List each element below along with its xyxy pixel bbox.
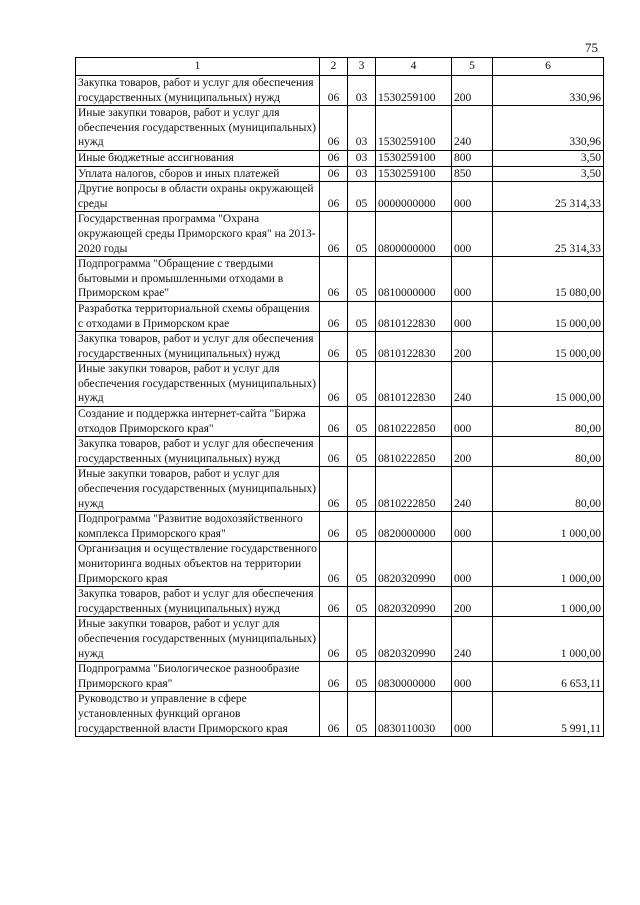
item-name-cell: Подпрограмма "Биологическое разнообразие Приморского края"	[76, 662, 320, 692]
amount-cell: 80,00	[493, 437, 604, 467]
item-name-cell: Уплата налогов, сборов и иных платежей	[76, 166, 320, 182]
table-row	[76, 437, 604, 467]
section-code-cell: 06	[320, 662, 348, 692]
column-header: 6	[493, 58, 604, 76]
item-name-cell: Другие вопросы в области охраны окружающей среды	[76, 182, 320, 212]
target-article-cell: 0810222850	[376, 407, 452, 437]
expense-type-cell: 000	[452, 512, 493, 542]
amount-cell: 3,50	[493, 166, 604, 182]
target-article-cell: 0820320990	[376, 587, 452, 617]
table-row	[76, 362, 604, 407]
table-row	[76, 617, 604, 662]
expense-type-cell: 200	[452, 587, 493, 617]
expense-type-cell: 000	[452, 301, 493, 331]
amount-cell: 3,50	[493, 150, 604, 166]
subsection-code-cell: 05	[348, 182, 376, 212]
column-header: 4	[376, 58, 452, 76]
table-row	[76, 407, 604, 437]
target-article-cell: 0810222850	[376, 467, 452, 512]
subsection-code-cell: 03	[348, 166, 376, 182]
expense-type-cell: 240	[452, 617, 493, 662]
amount-cell: 6 653,11	[493, 662, 604, 692]
target-article-cell: 0830000000	[376, 662, 452, 692]
amount-cell: 15 080,00	[493, 257, 604, 302]
amount-cell: 15 000,00	[493, 332, 604, 362]
table-row	[76, 301, 604, 331]
item-name-cell: Государственная программа "Охрана окружающей среды Приморского края" на 2013-2020 годы	[76, 212, 320, 257]
item-name-cell: Руководство и управление в сфере установленных функций органов государственной власти Приморского края	[76, 692, 320, 737]
item-name-cell: Закупка товаров, работ и услуг для обеспечения государственных (муниципальных) нужд	[76, 76, 320, 106]
target-article-cell: 1530259100	[376, 106, 452, 151]
expense-type-cell: 800	[452, 150, 493, 166]
table-row	[76, 257, 604, 302]
amount-cell: 1 000,00	[493, 587, 604, 617]
table-row	[76, 512, 604, 542]
amount-cell: 330,96	[493, 76, 604, 106]
subsection-code-cell: 03	[348, 150, 376, 166]
table-body	[76, 76, 604, 737]
table-row	[76, 542, 604, 587]
subsection-code-cell: 05	[348, 362, 376, 407]
section-code-cell: 06	[320, 587, 348, 617]
column-header: 5	[452, 58, 493, 76]
expense-type-cell: 200	[452, 332, 493, 362]
amount-cell: 1 000,00	[493, 542, 604, 587]
subsection-code-cell: 05	[348, 212, 376, 257]
table-row	[76, 332, 604, 362]
section-code-cell: 06	[320, 212, 348, 257]
target-article-cell: 1530259100	[376, 166, 452, 182]
expense-type-cell: 200	[452, 76, 493, 106]
column-header: 3	[348, 58, 376, 76]
expense-type-cell: 240	[452, 467, 493, 512]
amount-cell: 1 000,00	[493, 617, 604, 662]
table-row	[76, 212, 604, 257]
expense-type-cell: 240	[452, 362, 493, 407]
section-code-cell: 06	[320, 467, 348, 512]
target-article-cell: 0810122830	[376, 362, 452, 407]
subsection-code-cell: 05	[348, 407, 376, 437]
amount-cell: 80,00	[493, 467, 604, 512]
item-name-cell: Создание и поддержка интернет-сайта "Биржа отходов Приморского края"	[76, 407, 320, 437]
item-name-cell: Иные закупки товаров, работ и услуг для обеспечения государственных (муниципальных) нужд	[76, 106, 320, 151]
item-name-cell: Закупка товаров, работ и услуг для обеспечения государственных (муниципальных) нужд	[76, 437, 320, 467]
item-name-cell: Организация и осуществление государственного мониторинга водных объектов на территории Приморского края	[76, 542, 320, 587]
target-article-cell: 0810122830	[376, 332, 452, 362]
subsection-code-cell: 05	[348, 437, 376, 467]
item-name-cell: Закупка товаров, работ и услуг для обеспечения государственных (муниципальных) нужд	[76, 332, 320, 362]
expense-type-cell: 000	[452, 662, 493, 692]
table-header-row	[76, 58, 604, 76]
table-row	[76, 662, 604, 692]
amount-cell: 15 000,00	[493, 362, 604, 407]
table-row	[76, 587, 604, 617]
expense-type-cell: 000	[452, 407, 493, 437]
section-code-cell: 06	[320, 332, 348, 362]
item-name-cell: Иные бюджетные ассигнования	[76, 150, 320, 166]
section-code-cell: 06	[320, 407, 348, 437]
table-row	[76, 106, 604, 151]
amount-cell: 1 000,00	[493, 512, 604, 542]
subsection-code-cell: 05	[348, 257, 376, 302]
target-article-cell: 1530259100	[376, 150, 452, 166]
section-code-cell: 06	[320, 182, 348, 212]
target-article-cell: 1530259100	[376, 76, 452, 106]
item-name-cell: Закупка товаров, работ и услуг для обеспечения государственных (муниципальных) нужд	[76, 587, 320, 617]
column-header: 1	[76, 58, 320, 76]
section-code-cell: 06	[320, 106, 348, 151]
table-row	[76, 182, 604, 212]
expense-type-cell: 000	[452, 257, 493, 302]
section-code-cell: 06	[320, 150, 348, 166]
section-code-cell: 06	[320, 542, 348, 587]
section-code-cell: 06	[320, 257, 348, 302]
table-row	[76, 150, 604, 166]
expense-type-cell: 240	[452, 106, 493, 151]
item-name-cell: Иные закупки товаров, работ и услуг для обеспечения государственных (муниципальных) нужд	[76, 467, 320, 512]
target-article-cell: 0810122830	[376, 301, 452, 331]
column-header: 2	[320, 58, 348, 76]
item-name-cell: Подпрограмма "Обращение с твердыми бытовыми и промышленными отходами в Приморском крае"	[76, 257, 320, 302]
section-code-cell: 06	[320, 362, 348, 407]
expense-type-cell: 850	[452, 166, 493, 182]
amount-cell: 330,96	[493, 106, 604, 151]
subsection-code-cell: 05	[348, 467, 376, 512]
subsection-code-cell: 05	[348, 692, 376, 737]
section-code-cell: 06	[320, 512, 348, 542]
target-article-cell: 0800000000	[376, 212, 452, 257]
amount-cell: 25 314,33	[493, 212, 604, 257]
target-article-cell: 0830110030	[376, 692, 452, 737]
subsection-code-cell: 05	[348, 512, 376, 542]
item-name-cell: Разработка территориальной схемы обращения с отходами в Приморском крае	[76, 301, 320, 331]
amount-cell: 5 991,11	[493, 692, 604, 737]
subsection-code-cell: 05	[348, 542, 376, 587]
target-article-cell: 0810222850	[376, 437, 452, 467]
target-article-cell: 0810000000	[376, 257, 452, 302]
subsection-code-cell: 03	[348, 106, 376, 151]
item-name-cell: Подпрограмма "Развитие водохозяйственного комплекса Приморского края"	[76, 512, 320, 542]
expense-type-cell: 000	[452, 692, 493, 737]
target-article-cell: 0000000000	[376, 182, 452, 212]
section-code-cell: 06	[320, 437, 348, 467]
table-row	[76, 467, 604, 512]
expense-type-cell: 000	[452, 542, 493, 587]
amount-cell: 25 314,33	[493, 182, 604, 212]
target-article-cell: 0820320990	[376, 617, 452, 662]
item-name-cell: Иные закупки товаров, работ и услуг для обеспечения государственных (муниципальных) нужд	[76, 617, 320, 662]
target-article-cell: 0820000000	[376, 512, 452, 542]
subsection-code-cell: 03	[348, 76, 376, 106]
subsection-code-cell: 05	[348, 587, 376, 617]
subsection-code-cell: 05	[348, 301, 376, 331]
subsection-code-cell: 05	[348, 332, 376, 362]
expense-type-cell: 000	[452, 182, 493, 212]
table-row	[76, 76, 604, 106]
table-row	[76, 166, 604, 182]
target-article-cell: 0820320990	[376, 542, 452, 587]
section-code-cell: 06	[320, 617, 348, 662]
budget-table	[75, 57, 604, 737]
table-row	[76, 692, 604, 737]
expense-type-cell: 000	[452, 212, 493, 257]
section-code-cell: 06	[320, 76, 348, 106]
amount-cell: 15 000,00	[493, 301, 604, 331]
section-code-cell: 06	[320, 166, 348, 182]
amount-cell: 80,00	[493, 407, 604, 437]
subsection-code-cell: 05	[348, 662, 376, 692]
page-number: 75	[585, 40, 598, 55]
section-code-cell: 06	[320, 692, 348, 737]
expense-type-cell: 200	[452, 437, 493, 467]
section-code-cell: 06	[320, 301, 348, 331]
subsection-code-cell: 05	[348, 617, 376, 662]
item-name-cell: Иные закупки товаров, работ и услуг для обеспечения государственных (муниципальных) нужд	[76, 362, 320, 407]
